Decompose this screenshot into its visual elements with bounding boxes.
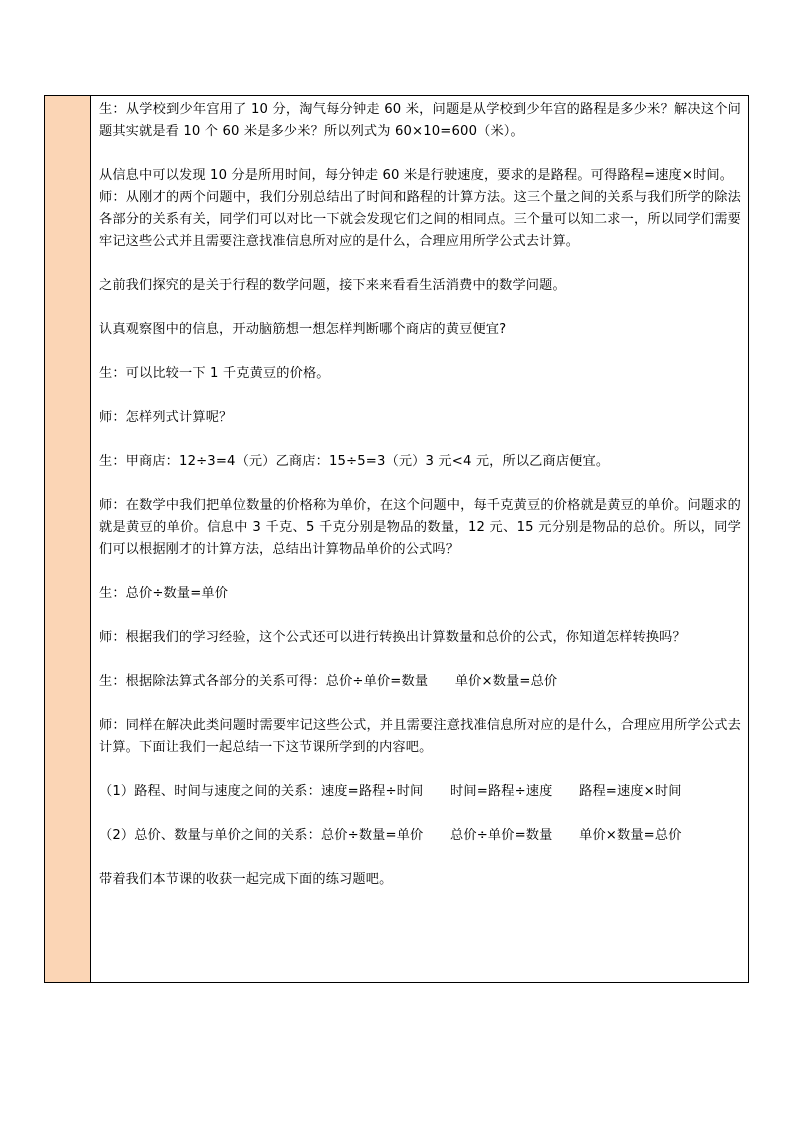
paragraph-summary-speed: （1）路程、时间与速度之间的关系：速度=路程÷时间 时间=路程÷速度 路程=速度×时间	[99, 784, 682, 799]
paragraph-summary-price: （2）总价、数量与单价之间的关系：总价÷数量=单价 总价÷单价=数量 单价×数量=总价	[99, 828, 682, 843]
paragraph-teacher-how: 师：怎样列式计算呢？	[99, 410, 233, 425]
paragraph-student-compare: 生：可以比较一下 1 千克黄豆的价格。	[99, 366, 330, 381]
paragraph-teacher-unit-price: 师：在数学中我们把单位数量的价格称为单价，在这个问题中，每千克黄豆的价格就是黄豆的单价。问题求的就是黄豆的单价。信息中 3 千克、5 千克分别是物品的数量，12 元、15 元分别是物品的总价。所以，同学们可以根据刚才的计算方法，总结出计算物品单价的公式吗？	[99, 498, 741, 557]
paragraph-closing: 带着我们本节课的收获一起完成下面的练习题吧。	[99, 872, 393, 887]
paragraph-student-formula: 生：总价÷数量=单价	[99, 586, 229, 601]
paragraph-teacher-convert: 师：根据我们的学习经验，这个公式还可以进行转换出计算数量和总价的公式，你知道怎样转换吗？	[99, 630, 686, 645]
paragraph-teacher-remember: 师：同样在解决此类问题时需要牢记这些公式，并且需要注意找准信息所对应的是什么，合理应用所学公式去计算。下面让我们一起总结一下这节课所学到的内容吧。	[99, 718, 741, 755]
lesson-table	[44, 95, 749, 983]
paragraph-observe-question: 认真观察图中的信息，开动脑筋想一想怎样判断哪个商店的黄豆便宜?	[99, 322, 507, 337]
shaded-label-cell	[45, 96, 91, 982]
paragraph-student-route-answer: 生：从学校到少年宫用了 10 分，淘气每分钟走 60 米，问题是从学校到少年宫的路程是多少米？解决这个问题其实就是看 10 个 60 米是多少米？所以列式为 60×10=600（米）。	[99, 102, 741, 139]
paragraph-distance-formula: 从信息中可以发现 10 分是所用时间，每分钟走 60 米是行驶速度，要求的是路程。可得路程=速度×时间。	[99, 168, 734, 183]
paragraph-transition: 之前我们探究的是关于行程的数学问题，接下来来看看生活消费中的数学问题。	[99, 278, 566, 293]
paragraph-student-calc: 生：甲商店：12÷3=4（元）乙商店：15÷5=3（元）3 元<4 元，所以乙商店便宜。	[99, 454, 610, 469]
lesson-content-cell	[91, 96, 748, 982]
paragraph-teacher-summary: 师：从刚才的两个问题中，我们分别总结出了时间和路程的计算方法。这三个量之间的关系与我们所学的除法各部分的关系有关，同学们可以对比一下就会发现它们之间的相同点。三个量可以知二求一，所以同学们需要牢记这些公式并且需要注意找准信息所对应的是什么，合理应用所学公式去计算。	[99, 190, 741, 249]
paragraph-student-convert: 生：根据除法算式各部分的关系可得：总价÷单价=数量 单价×数量=总价	[99, 674, 558, 689]
